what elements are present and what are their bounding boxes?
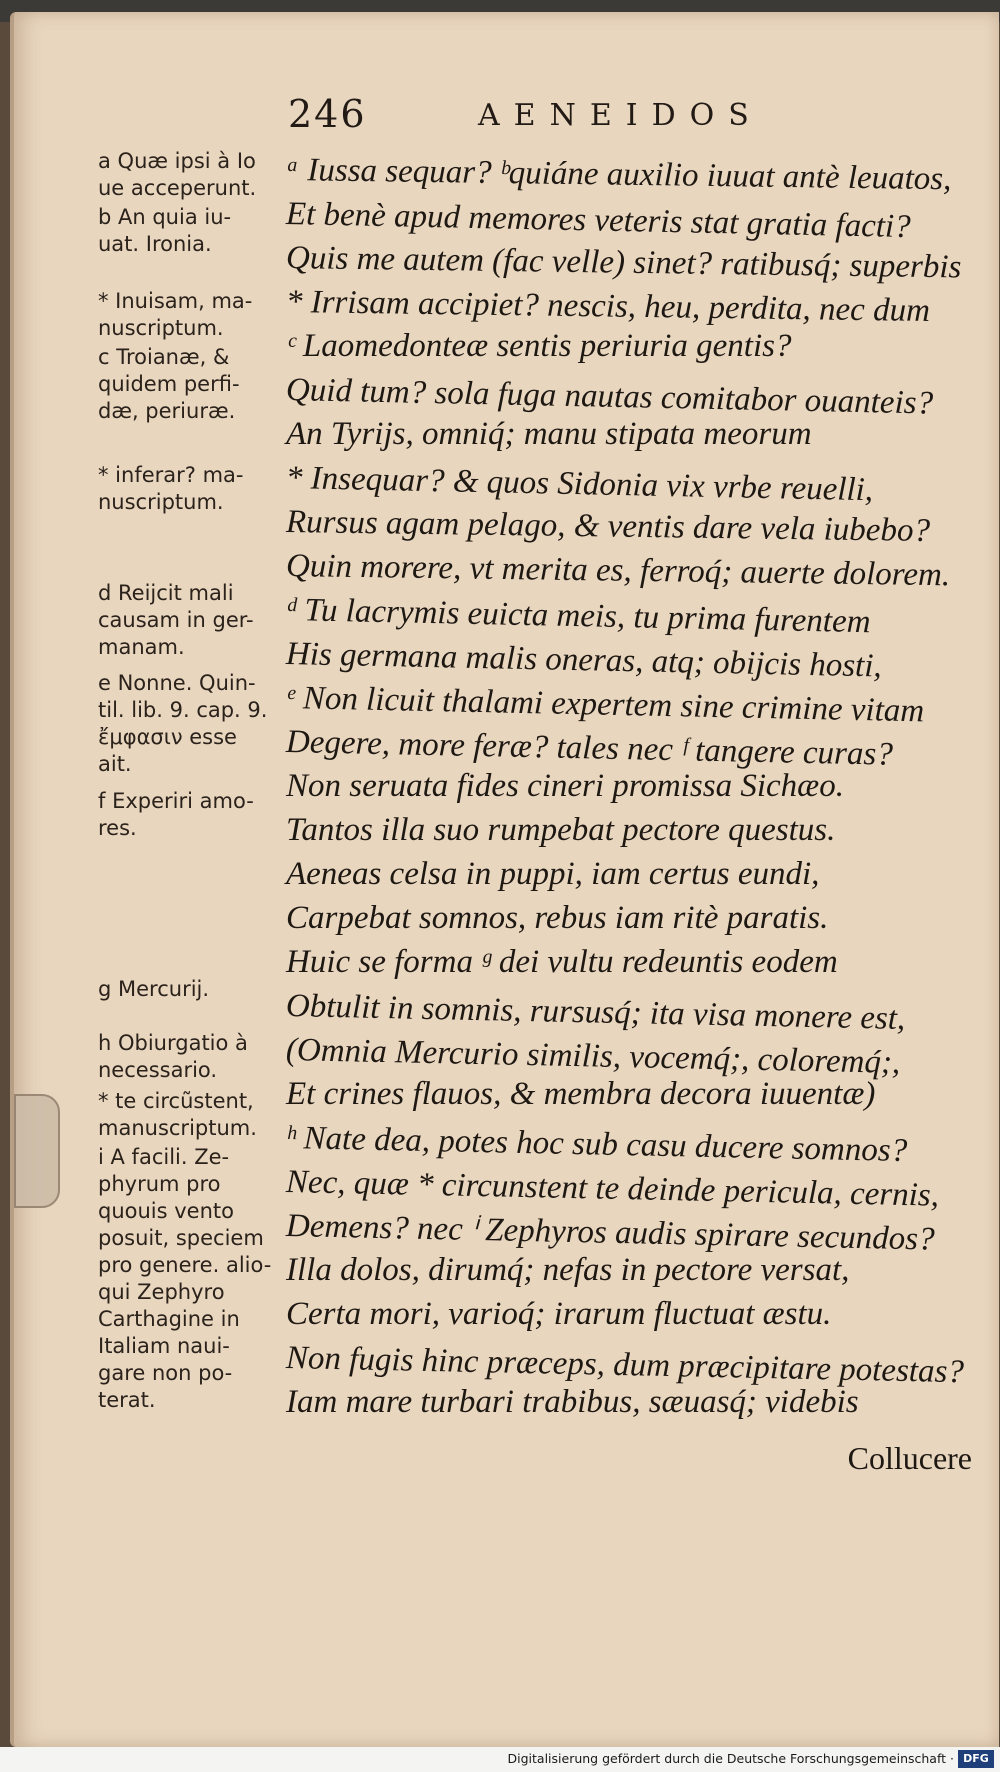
funding-note: Digitalisierung gefördert durch die Deutsche Forschungsgemeinschaft ·: [507, 1751, 954, 1766]
page-number: 246: [288, 92, 367, 136]
verse-line: Nec, quæ * circunstent te deinde pericula, cernis,: [285, 1164, 940, 1214]
verse-line: Illa dolos, dirumq́; nefas in pectore versat,: [286, 1252, 850, 1288]
verse-line: Rursus agam pelago, & ventis dare vela iubebo?: [285, 504, 931, 549]
verse-line: * Insequar? & quos Sidonia vix vrbe reuelli,: [285, 460, 874, 509]
verse-line: Carpebat somnos, rebus iam ritè paratis.: [286, 900, 829, 936]
margin-note: d Reijcit mali causam in ger- manam.: [98, 581, 254, 659]
verse-line: Non seruata fides cineri promissa Sichæo.: [286, 768, 844, 804]
verse-line: * Irrisam accipiet? nescis, heu, perdita, nec dum: [285, 284, 931, 329]
margin-note: e Nonne. Quin- til. lib. 9. cap. 9. ἔμφασιν esse ait.: [98, 671, 268, 776]
margin-note: c Troianæ, & quidem perfi- dæ, periuræ.: [98, 345, 240, 423]
verse-line: ᵉ Non licuit thalami expertem sine crimine vitam: [285, 680, 925, 730]
verse-line: ᶜ Laomedonteæ sentis periuria gentis?: [286, 328, 792, 364]
verse-line: Quid tum? sola fuga nautas comitabor ouanteis?: [285, 372, 934, 422]
margin-note: a Quæ ipsi à Io ue acceperunt.: [98, 149, 257, 200]
dfg-logo-icon: DFG: [958, 1750, 994, 1768]
verse-line: Iam mare turbari trabibus, sæuasq́; videbis: [286, 1384, 859, 1420]
running-head: [0, 92, 1000, 142]
verse-line: Aeneas celsa in puppi, iam certus eundi,: [286, 856, 820, 892]
margin-note: i A facili. Ze- phyrum pro quouis vento posuit, speciem pro genere. alio- qui Zephyro Carthagine in Italiam naui- gare non po- terat.: [98, 1145, 272, 1412]
verse-line: Quis me autem (fac velle) sinet? ratibusq́; superbis: [285, 240, 962, 286]
catchword: Collucere: [847, 1440, 972, 1476]
margin-note: h Obiurgatio à necessario.: [98, 1031, 248, 1082]
margin-note: * inferar? ma- nuscriptum.: [98, 463, 244, 514]
margin-note: g Mercurij.: [98, 977, 210, 1001]
verse-line: Obtulit in somnis, rursusq́; ita visa monere est,: [285, 988, 906, 1037]
margin-note: * te circũstent, manuscriptum.: [98, 1089, 257, 1140]
margin-note: * Inuisam, ma- nuscriptum.: [98, 289, 253, 340]
verse-line: Huic se forma ᵍ dei vultu redeuntis eodem: [286, 944, 838, 980]
verse-line: An Tyrijs, omniq́; manu stipata meorum: [286, 416, 812, 452]
margin-note: f Experiri amo- res.: [98, 789, 254, 840]
verse-line: Certa mori, varioq́; irarum fluctuat æstu.: [286, 1296, 832, 1332]
verse-line: (Omnia Mercurio similis, vocemq́;, coloremq́;,: [285, 1032, 901, 1081]
verse-line: Et benè apud memores veteris stat gratia facti?: [285, 196, 912, 246]
book-clasp: [14, 1094, 60, 1208]
verse-line: Tantos illa suo rumpebat pectore questus.: [286, 812, 836, 848]
verse-line: ʰ Nate dea, potes hoc sub casu ducere somnos?: [285, 1120, 908, 1170]
verse-line: Degere, more feræ? tales nec ᶠ tangere curas?: [285, 724, 894, 773]
verse-line: Non fugis hinc præceps, dum præcipitare potestas?: [285, 1340, 965, 1391]
running-title: AENEIDOS: [478, 98, 763, 133]
verse-line: His germana malis oneras, atq; obijcis hosti,: [285, 636, 883, 685]
margin-note: b An quia iu- uat. Ironia.: [98, 205, 232, 256]
verse-line: Quin morere, vt merita es, ferroq́; auerte dolorem.: [285, 548, 951, 594]
verse-line: ᵃ Iussa sequar? ᵇquiáne auxilio iuuat antè leuatos,: [285, 152, 952, 198]
footer: [0, 1747, 1000, 1772]
verse-line: ᵈ Tu lacrymis euicta meis, tu prima furentem: [285, 592, 871, 641]
verse-line: Demens? nec ⁱ Zephyros audis spirare secundos?: [285, 1208, 935, 1258]
verse-line: Et crines flauos, & membra decora iuuentæ): [286, 1076, 876, 1112]
